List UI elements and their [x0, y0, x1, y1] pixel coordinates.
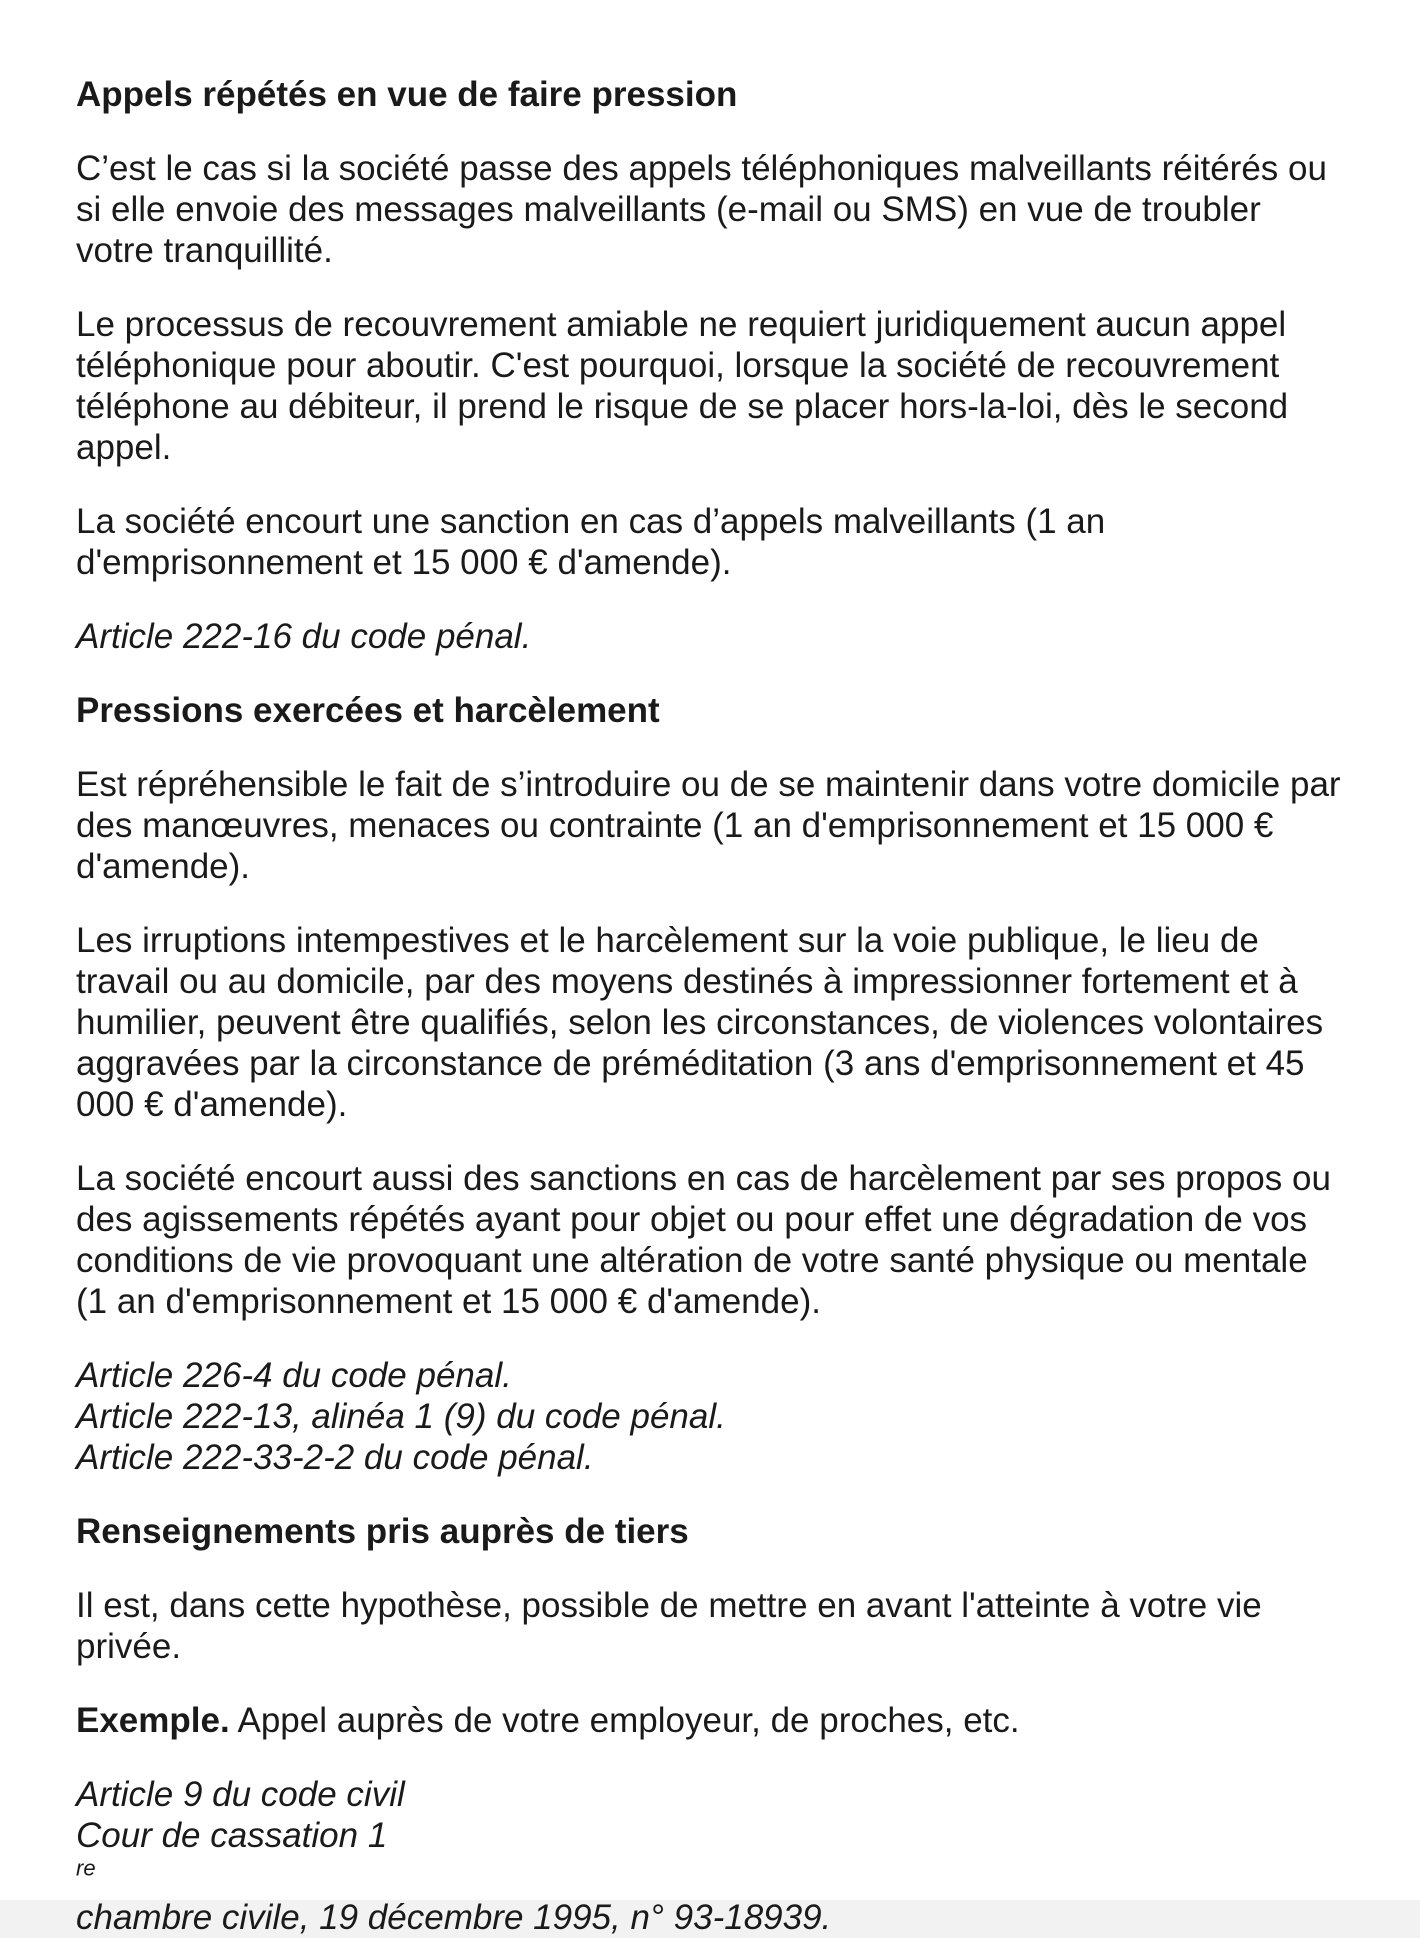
- example-label: Exemple.: [76, 1701, 230, 1740]
- paragraph: La société encourt une sanction en cas d’appels malveillants (1 an d'emprisonnement et 15 000 € d'amende).: [76, 502, 1106, 582]
- reference-line: Article 9 du code civil: [76, 1775, 405, 1814]
- reference-line: Article 222-33-2-2 du code pénal.: [76, 1438, 594, 1477]
- section-heading: Pressions exercées et harcèlement: [76, 691, 660, 730]
- reference-line: Article 222-16 du code pénal.: [76, 617, 532, 656]
- reference-line: Article 222-13, alinéa 1 (9) du code pénal.: [76, 1397, 726, 1436]
- legal-references: [76, 1774, 1346, 1938]
- reference-line: Article 226-4 du code pénal.: [76, 1356, 512, 1395]
- document-content: [76, 74, 1346, 1938]
- paragraph: C’est le cas si la société passe des appels téléphoniques malveillants réitérés ou si elle envoie des messages malveillants (e-mail ou SMS) en vue de troubler votre tranquillité.: [76, 149, 1327, 270]
- example-paragraph: [76, 1700, 1346, 1741]
- legal-reference: [76, 616, 1346, 657]
- legal-references: [76, 1355, 1346, 1478]
- example-text: Appel auprès de votre employeur, de proches, etc.: [229, 1701, 1020, 1740]
- paragraph: La société encourt aussi des sanctions en cas de harcèlement par ses propos ou des agissements répétés ayant pour objet ou pour effet une dégradation de vos conditions de vie provoquant une altération de votre santé physique ou mentale (1 an d'emprisonnement et 15 000 € d'amende).: [76, 1159, 1331, 1321]
- paragraph: Il est, dans cette hypothèse, possible de mettre en avant l'atteinte à votre vie privée.: [76, 1586, 1262, 1666]
- paragraph: Les irruptions intempestives et le harcèlement sur la voie publique, le lieu de travail ou au domicile, par des moyens destinés à impressionner fortement et à humilier, peuvent être qualifiés, selon les circonstances, de violences volontaires aggravées par la circonstance de préméditation (3 ans d'emprisonnement et 45 000 € d'amende).: [76, 921, 1324, 1124]
- reference-text: Cour de cassation 1: [76, 1816, 388, 1855]
- paragraph: Le processus de recouvrement amiable ne requiert juridiquement aucun appel téléphonique pour aboutir. C'est pourquoi, lorsque la société de recouvrement téléphone au débiteur, il prend le risque de se placer hors-la-loi, dès le second appel.: [76, 305, 1289, 467]
- ordinal-superscript: re: [76, 1855, 96, 1881]
- paragraph: Est répréhensible le fait de s’introduire ou de se maintenir dans votre domicile par des manœuvres, menaces ou contrainte (1 an d'emprisonnement et 15 000 € d'amende).: [76, 765, 1341, 886]
- section-heading: Appels répétés en vue de faire pression: [76, 75, 738, 114]
- section-heading: Renseignements pris auprès de tiers: [76, 1512, 689, 1551]
- reference-text: chambre civile, 19 décembre 1995, n° 93-18939.: [76, 1898, 832, 1937]
